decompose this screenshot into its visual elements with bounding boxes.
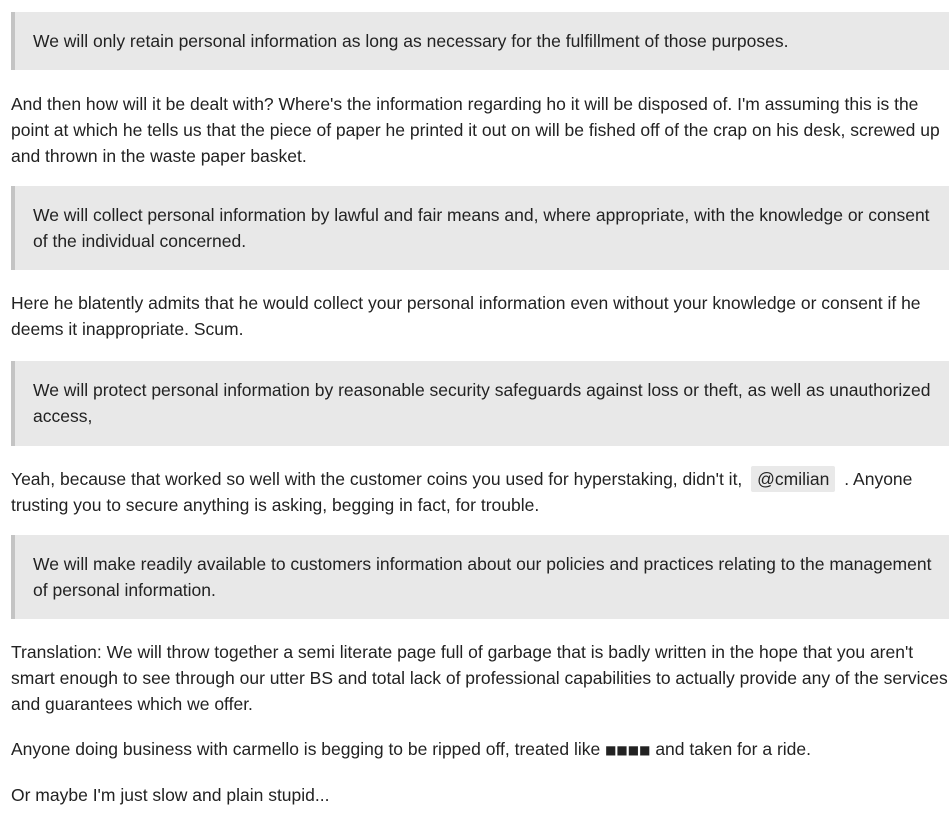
- quote-text: We will collect personal information by lawful and fair means and, where appropriate, with the knowledge or consent of the individual concerned.: [33, 205, 930, 251]
- blockquote: [11, 186, 949, 270]
- quote-text: We will protect personal information by reasonable security safeguards against loss or theft, as well as unauthorized access,: [33, 380, 931, 426]
- paragraph: Here he blatently admits that he would collect your personal information even without your knowledge or consent if he deems it inappropriate. Scum.: [11, 293, 921, 339]
- blockquote: [11, 361, 949, 446]
- paragraph: Or maybe I'm just slow and plain stupid...: [11, 785, 330, 805]
- quote-text: We will make readily available to customers information about our policies and practices relating to the management of personal information.: [33, 554, 932, 600]
- censored-word: ■■■■: [605, 743, 651, 757]
- paragraph-text: Yeah, because that worked so well with the customer coins you used for hyperstaking, didn't it,: [11, 469, 743, 489]
- paragraph: And then how will it be dealt with? Where's the information regarding ho it will be disposed of. I'm assuming this is the point at which he tells us that the piece of paper he printed it out on will be fished off of the crap on his desk, screwed up and thrown in the waste paper basket.: [11, 94, 940, 166]
- paragraph: [11, 466, 949, 518]
- blockquote: [11, 535, 949, 619]
- paragraph: [11, 736, 949, 763]
- blockquote: [11, 12, 949, 70]
- paragraph-text: and taken for a ride.: [655, 739, 811, 759]
- paragraph-text: Anyone doing business with carmello is begging to be ripped off, treated like: [11, 739, 601, 759]
- paragraph-text: . Anyone trusting you to secure anything is asking, begging in fact, for trouble.: [11, 469, 913, 515]
- paragraph: Translation: We will throw together a semi literate page full of garbage that is badly written in the hope that you aren't smart enough to see through our utter BS and total lack of professional capabilities to actually provide any of the services and guarantees which we offer.: [11, 642, 948, 714]
- user-mention-link[interactable]: @cmilian: [751, 466, 835, 492]
- quote-text: We will only retain personal information as long as necessary for the fulfillment of those purposes.: [33, 31, 789, 51]
